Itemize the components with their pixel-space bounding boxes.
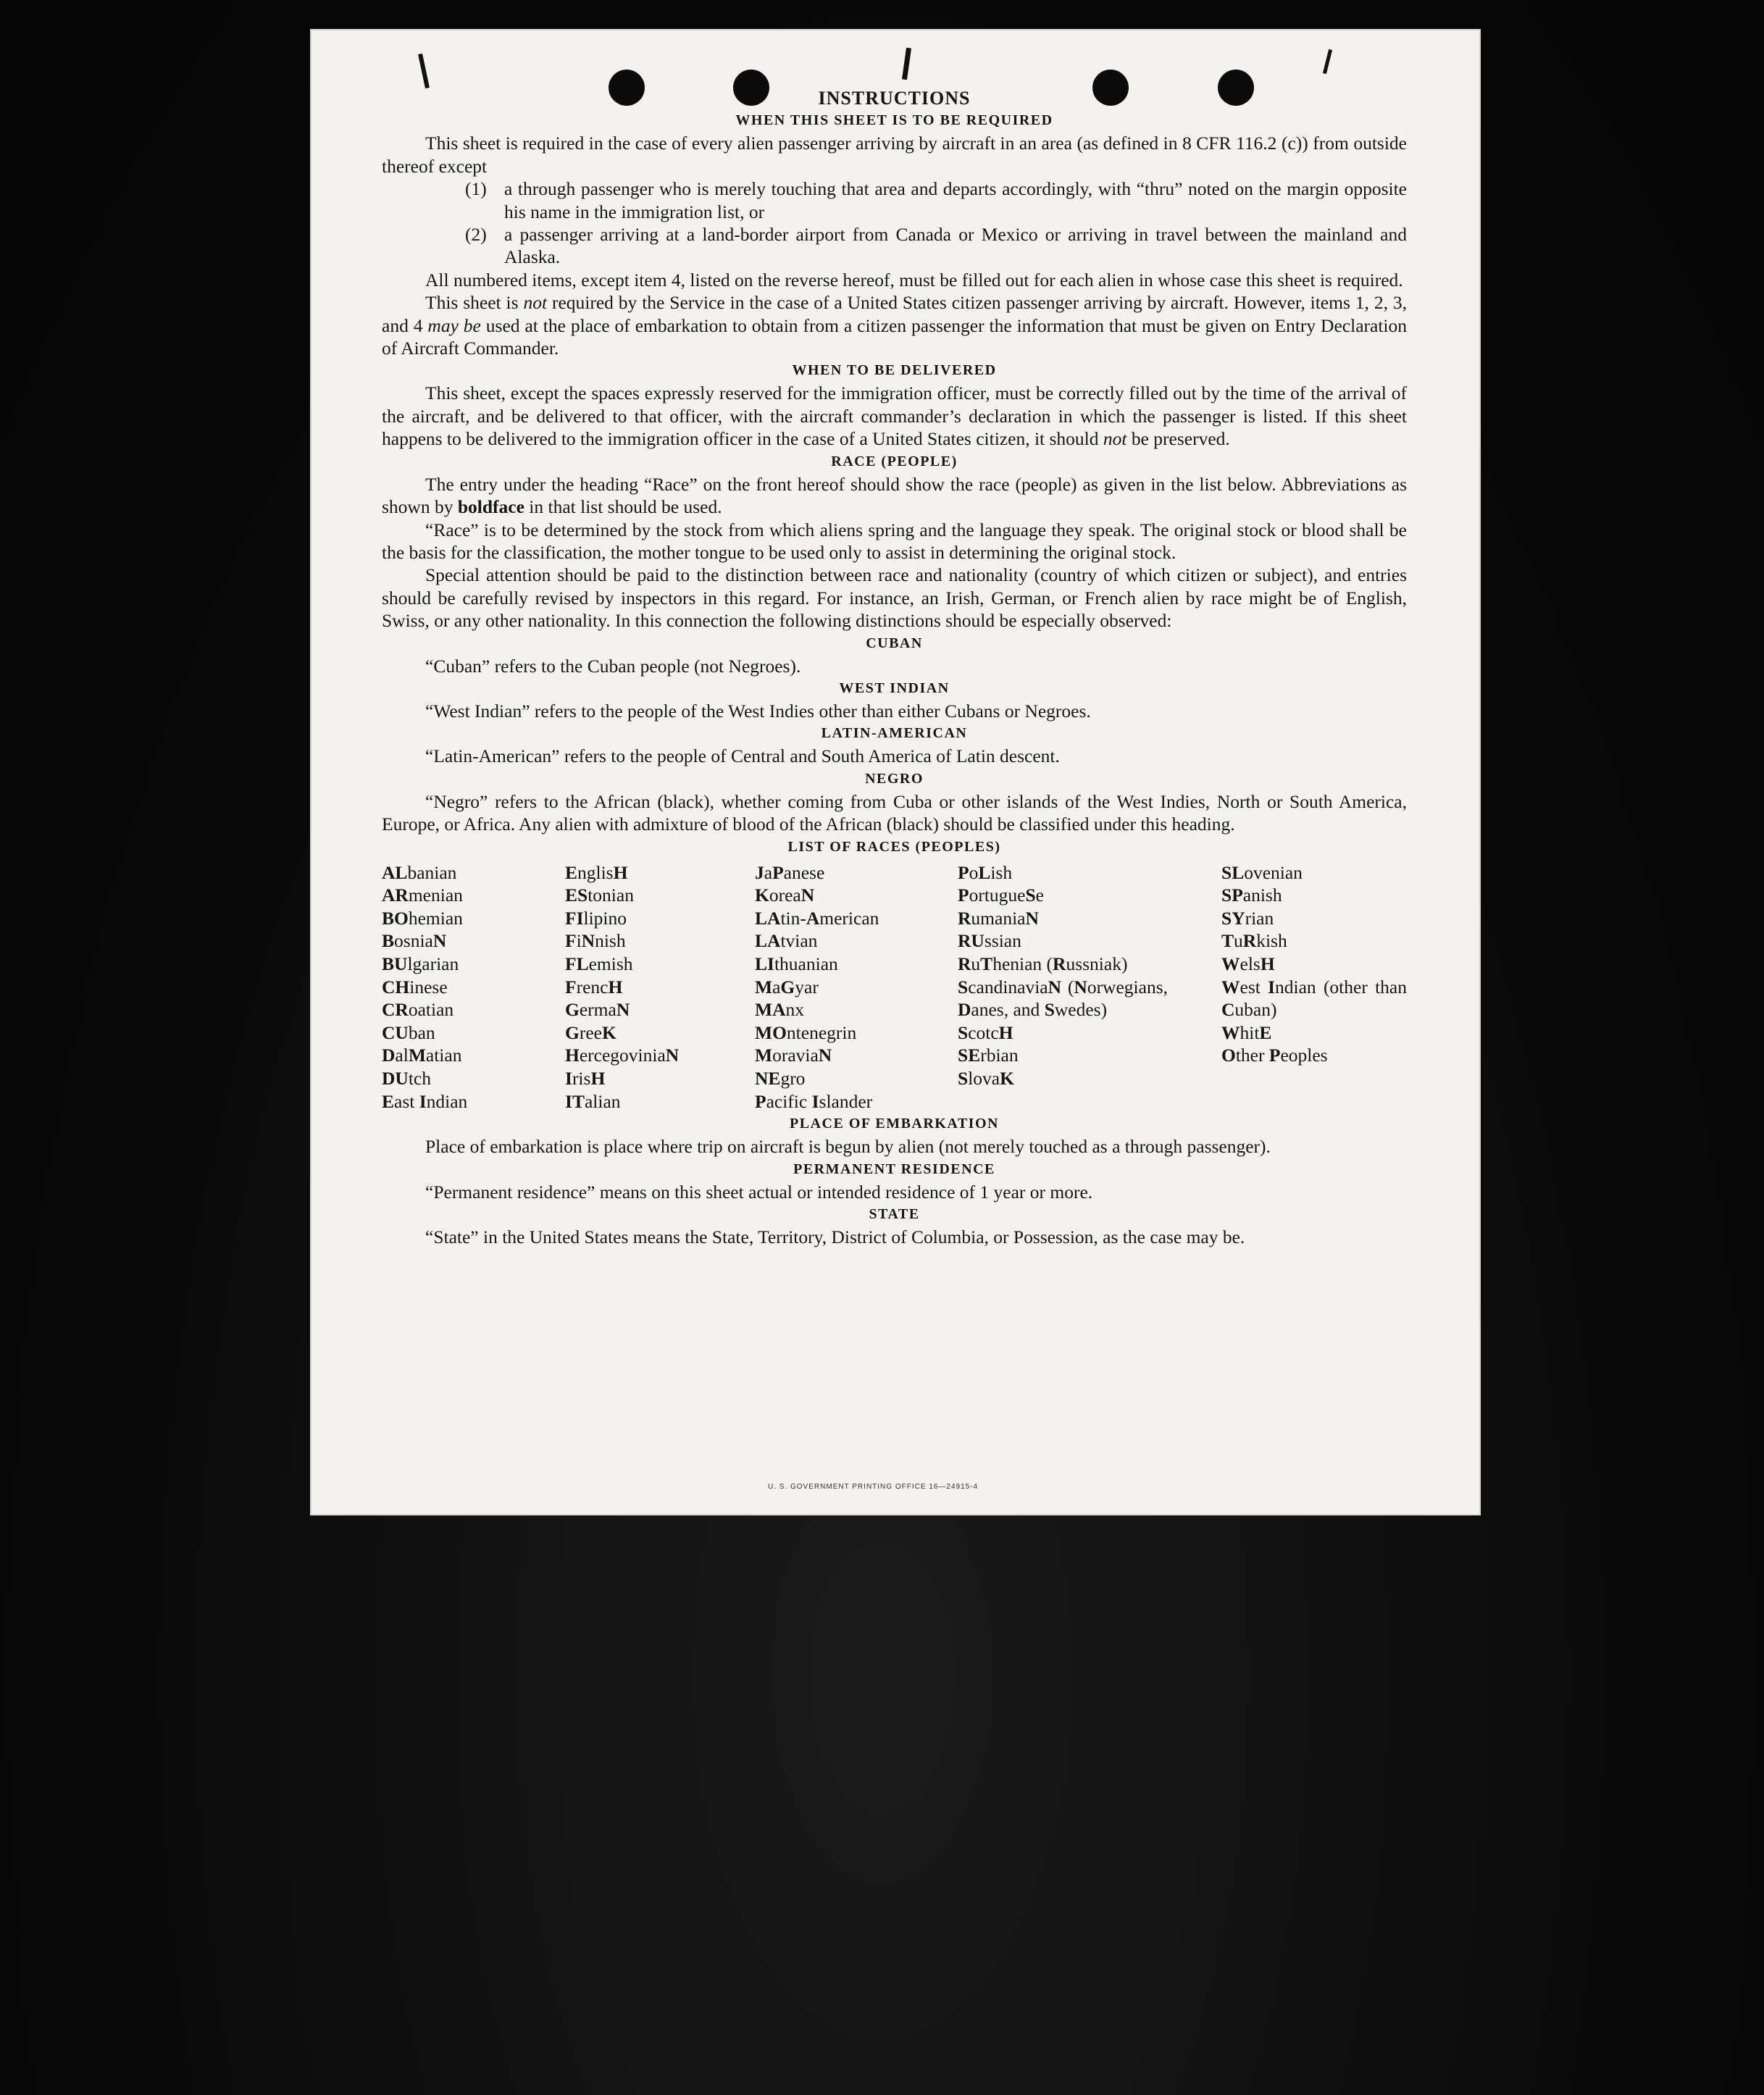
race-paragraph-1: The entry under the heading “Race” on the front hereof should show the race (people) as given in the list below. Abbreviations as shown by boldface in that list should be used. [382,473,1407,518]
emphasis-not: not [523,292,548,314]
section-heading-required: WHEN THIS SHEET IS TO BE REQUIRED [735,112,1053,129]
races-column [565,861,755,1113]
ink-mark [1323,49,1332,74]
negro-definition: “Negro” refers to the African (black), whether coming from Cuba or other islands of the West Indies, North or South America, Europe, or Africa. Any alien with admixture of blood of the African (black) should be classified under this heading. [382,790,1407,835]
race-entry: DUtch [382,1067,431,1089]
race-entry: MOntenegrin [755,1021,857,1043]
numbered-items-paragraph: All numbered items, except item 4, listed on the reverse hereof, must be filled out for each alien in whose case this sheet is required. [425,269,1403,290]
race-entry: PortugueSe [958,885,1044,906]
section-heading-delivered: WHEN TO BE DELIVERED [792,362,997,379]
ink-mark [418,54,430,88]
citizen-paragraph: This sheet is not required by the Service in the case of a United States citizen passenger arriving by aircraft. However, items 1, 2, 3, and 4 may be used at the place of embarkation to obtain from a citizen passenger the information that must be given on Entry Declaration of Aircraft Commander. [382,292,1407,359]
section-heading-residence: PERMANENT RESIDENCE [793,1161,995,1177]
printer-imprint: U. S. GOVERNMENT PRINTING OFFICE 16—24915-4 [768,1483,979,1491]
race-entry: West Indian (other than Cuban) [1221,976,1407,1021]
race-entry: ScotcH [958,1021,1013,1043]
section-heading-negro: NEGRO [865,770,924,787]
races-list [382,861,1407,1113]
race-entry: SLovenian [1221,861,1303,883]
race-entry: ScandinaviaN (Norwegians, Danes, and Swedes) [958,976,1168,1021]
race-entry: EStonian [565,885,634,906]
race-entry: SlovaK [958,1067,1014,1089]
section-heading-west-indian: WEST INDIAN [839,679,950,696]
sheet-content [382,87,1407,1248]
race-entry: RUssian [958,930,1021,952]
ink-mark [902,48,911,80]
race-entry: HercegoviniaN [565,1045,680,1066]
race-entry: PoLish [958,861,1013,883]
section-heading-list-of-races: LIST OF RACES (PEOPLES) [787,838,1001,855]
emphasis-may-be: may be [427,314,481,336]
races-column [382,861,565,1113]
race-paragraph-3: Special attention should be paid to the distinction between race and nationality (country of which citizen or subject), and entries should be carefully revised by inspectors in this regard. For instance, an Irish, German, or French alien by race might be of English, Swiss, or any other nationality. In this connection the following distinctions should be especially observed: [382,564,1407,632]
race-entry: WhitE [1221,1021,1272,1043]
race-entry: LAtin-American [755,907,879,929]
race-entry: FiNnish [565,930,626,952]
race-entry: East Indian [382,1090,468,1112]
state-definition: “State” in the United States means the State, Territory, District of Columbia, or Possession, as the case may be. [425,1226,1245,1247]
item-text: a passenger arriving at a land-border airport from Canada or Mexico or arriving in travel between the mainland and Alaska. [504,224,1407,268]
exception-item-2 [465,223,1407,269]
race-entry: ALbanian [382,861,457,883]
instruction-sheet [312,30,1479,1514]
race-entry: Other Peoples [1221,1045,1328,1066]
race-entry: FLemish [565,953,633,974]
race-entry: KoreaN [755,885,815,906]
race-entry: WelsH [1221,953,1275,974]
cuban-definition: “Cuban” refers to the Cuban people (not Negroes). [425,655,801,677]
required-intro: This sheet is required in the case of every alien passenger arriving by aircraft in an area (as defined in 8 CFR 116.2 (c)) from outside thereof except [382,133,1407,177]
races-column [755,861,958,1113]
page-title: INSTRUCTIONS [818,88,971,109]
latin-american-definition: “Latin-American” refers to the people of Central and South America of Latin descent. [425,745,1060,767]
emphasis-boldface: boldface [457,496,524,518]
item-number: (2) [465,224,487,246]
race-entry: TuRkish [1221,930,1287,952]
section-heading-race: RACE (PEOPLE) [831,453,958,469]
section-heading-embarkation: PLACE OF EMBARKATION [790,1116,999,1132]
item-number: (1) [465,178,487,200]
race-entry: SErbian [958,1045,1019,1066]
section-heading-latin-american: LATIN-AMERICAN [821,725,968,742]
race-entry: LAtvian [755,930,818,952]
race-entry: CUban [382,1021,435,1043]
race-entry: Pacific Islander [755,1090,873,1112]
race-entry: GreeK [565,1021,616,1043]
race-entry: ITalian [565,1090,621,1112]
races-column [1221,861,1407,1113]
section-heading-cuban: CUBAN [866,635,923,651]
races-column [958,861,1221,1113]
race-entry: RuThenian (Russniak) [958,953,1128,974]
section-heading-state: STATE [869,1205,920,1222]
delivered-paragraph: This sheet, except the spaces expressly reserved for the immigration officer, must be correctly filled out by the time of the arrival of the aircraft, and be delivered to that officer, with the aircraft commander’s declaration in which the passenger is listed. If this sheet happens to be delivered to the immigration officer in the case of a United States citizen, it should not be preserved. [382,382,1407,450]
race-entry: DalMatian [382,1045,462,1066]
race-entry: NEgro [755,1067,806,1089]
race-entry: IrisH [565,1067,606,1089]
race-entry: CHinese [382,976,448,998]
residence-definition: “Permanent residence” means on this sheet actual or intended residence of 1 year or more. [425,1181,1093,1203]
exception-item-1 [465,177,1407,223]
race-entry: SPanish [1221,885,1282,906]
race-entry: EnglisH [565,861,628,883]
race-entry: LIthuanian [755,953,838,974]
race-entry: BOhemian [382,907,463,929]
race-entry: MaGyar [755,976,819,998]
race-entry: MAnx [755,999,804,1021]
race-entry: SYrian [1221,907,1274,929]
embarkation-definition: Place of embarkation is place where trip on aircraft is begun by alien (not merely touched as a through passenger). [425,1136,1271,1158]
west-indian-definition: “West Indian” refers to the people of the West Indies other than either Cubans or Negroes. [425,700,1091,722]
race-entry: FrencH [565,976,623,998]
race-paragraph-2: “Race” is to be determined by the stock from which aliens spring and the language they speak. The original stock or blood shall be the basis for the classification, the mother tongue to be used only to assist in determining the original stock. [382,519,1407,563]
race-entry: RumaniaN [958,907,1039,929]
item-text: a through passenger who is merely touching that area and departs accordingly, with “thru” noted on the margin opposite his name in the immigration list, or [504,178,1407,222]
race-entry: JaPanese [755,861,825,883]
race-entry: BUlgarian [382,953,459,974]
race-entry: FIlipino [565,907,627,929]
race-entry: BosniaN [382,930,447,952]
race-entry: GermaN [565,999,630,1021]
race-entry: ARmenian [382,885,463,906]
race-entry: CRoatian [382,999,454,1021]
emphasis-not: not [1103,428,1127,450]
race-entry: MoraviaN [755,1045,832,1066]
